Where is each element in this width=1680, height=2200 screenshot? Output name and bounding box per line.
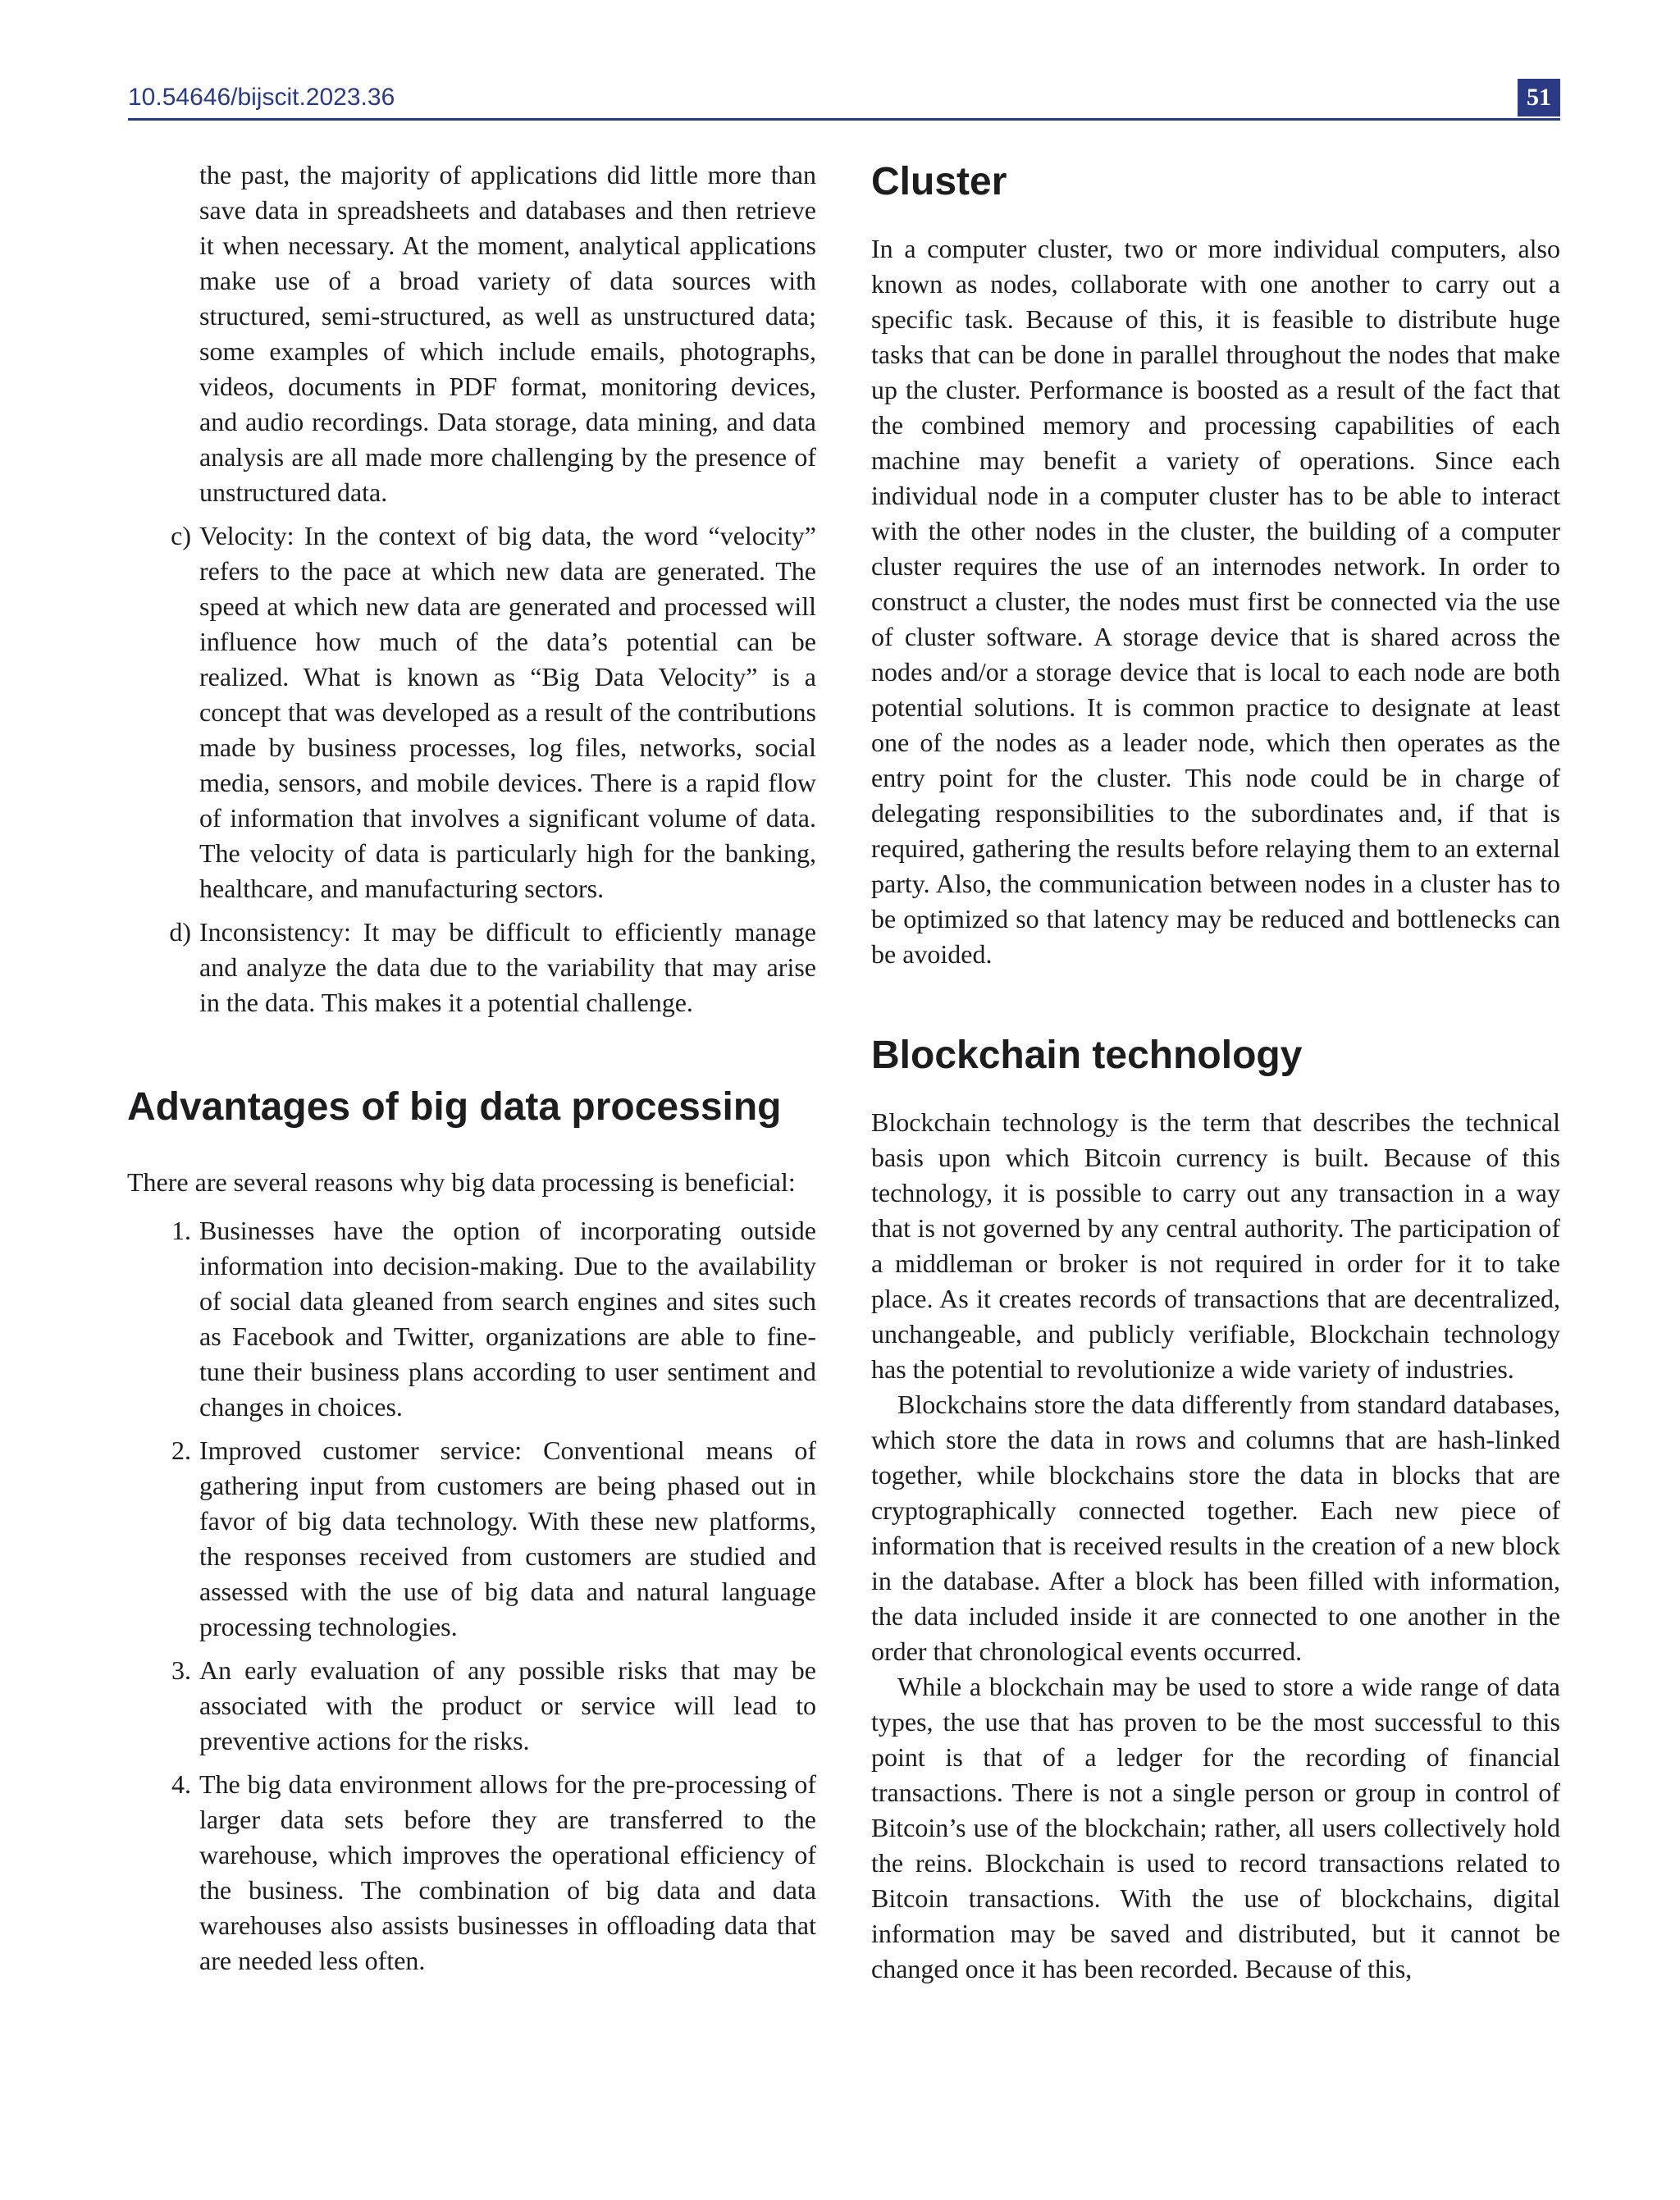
- list-item: [127, 915, 816, 1020]
- left-column: [127, 157, 816, 1979]
- list-item: [127, 1767, 816, 1979]
- cluster-paragraph: In a computer cluster, two or more individual computers, also known as nodes, collaborate with one another to carry out a specific task. Because of this, it is feasible to distribute huge tasks that can be done in parallel throughout the nodes that make up the cluster. Performance is boosted as a result of the fact that the combined memory and processing capabilities of each machine may benefit a variety of operations. Since each individual node in a computer cluster has to be able to interact with the other nodes in the cluster, the building of a computer cluster requires the use of an internodes network. In order to construct a cluster, the nodes must first be connected via the use of cluster software. A storage device that is shared across the nodes and/or a storage device that is local to each node are both potential solutions. It is common practice to designate at least one of the nodes as a leader node, which then operates as the entry point for the cluster. This node could be in charge of delegating responsibilities to the subordinates and, if that is required, gathering the results before relaying them to an external party. Also, the communication between nodes in a cluster has to be optimized so that latency may be reduced and bottlenecks can be avoided.: [871, 234, 1560, 969]
- list-item: [127, 1653, 816, 1759]
- list-marker: 1.: [171, 1216, 191, 1245]
- list-item-text: Businesses have the option of incorporating outside information into decision-making. Due to the availability of social data gleaned from search engines and sites such as Facebook and Twitter, organizations are able to fine-tune their business plans according to user sentiment and changes in choices.: [199, 1216, 816, 1422]
- list-item-text: The big data environment allows for the pre-processing of larger data sets before they are transferred to the warehouse, which improves the operational efficiency of the business. The combination of big data and data warehouses also assists businesses in offloading data that are needed less often.: [199, 1769, 816, 1975]
- section-heading-blockchain: Blockchain technology: [871, 1034, 1303, 1077]
- numbered-list: [127, 1213, 816, 1979]
- list-marker: c): [171, 521, 191, 550]
- blockchain-paragraph-3: While a blockchain may be used to store a wide range of data types, the use that has proven to be the most successful to this point is that of a ledger for the recording of financial transactions. There is not a single person or group in control of Bitcoin’s use of the blockchain; rather, all users collectively hold the reins. Blockchain is used to record transactions related to Bitcoin transactions. With the use of blockchains, digital information may be saved and distributed, but it cannot be changed once it has been recorded. Because of this,: [871, 1672, 1560, 1983]
- list-item: [127, 1433, 816, 1645]
- doi-link[interactable]: 10.54646/bijscit.2023.36: [128, 84, 395, 111]
- blockchain-paragraph-1: Blockchain technology is the term that describes the technical basis upon which Bitcoin currency is built. Because of this technology, it is possible to carry out any transaction in a way that is not governed by any central authority. The participation of a middleman or broker is not required in order for it to take place. As it creates records of transactions that are decentralized, unchangeable, and publicly verifiable, Blockchain technology has the potential to revolutionize a wide variety of industries.: [871, 1107, 1560, 1384]
- continued-paragraph: the past, the majority of applications did little more than save data in spreadsheets and databases and then retrieve it when necessary. At the moment, analytical applications make use of a broad variety of data sources with structured, semi-structured, as well as unstructured data; some examples of which include emails, photographs, videos, documents in PDF format, monitoring devices, and audio recordings. Data storage, data mining, and data analysis are all made more challenging by the presence of unstructured data.: [199, 160, 816, 507]
- section-heading-advantages: Advantages of big data processing: [127, 1085, 782, 1129]
- list-item: [127, 1213, 816, 1425]
- list-marker: 4.: [171, 1769, 191, 1799]
- list-item-text: Inconsistency: It may be difficult to efficiently manage and analyze the data due to the variability that may arise in the data. This makes it a potential challenge.: [199, 917, 816, 1017]
- list-marker: d): [169, 917, 191, 947]
- right-column: [871, 157, 1560, 1987]
- intro-paragraph: There are several reasons why big data processing is beneficial:: [127, 1167, 796, 1197]
- section-heading-cluster: Cluster: [871, 160, 1007, 203]
- blockchain-paragraph-2: Blockchains store the data differently from standard databases, which store the data in rows and columns that are hash-linked together, while blockchains store the data in blocks that are cryptographically connected together. Each new piece of information that is received results in the creation of a new block in the database. After a block has been filled with information, the data included inside it are connected to one another in the order that chronological events occurred.: [871, 1390, 1560, 1666]
- list-item-text: Velocity: In the context of big data, the word “velocity” refers to the pace at which new data are generated. The speed at which new data are generated and processed will influence how much of the data’s potential can be realized. What is known as “Big Data Velocity” is a concept that was developed as a result of the contributions made by business processes, log files, networks, social media, sensors, and mobile devices. There is a rapid flow of information that involves a significant volume of data. The velocity of data is particularly high for the banking, healthcare, and manufacturing sectors.: [199, 521, 816, 903]
- list-marker: 3.: [171, 1655, 191, 1685]
- running-header: [128, 79, 1560, 121]
- lettered-list: [127, 518, 816, 1020]
- list-marker: 2.: [171, 1435, 191, 1465]
- list-item-text: Improved customer service: Conventional means of gathering input from customers are being phased out in favor of big data technology. With these new platforms, the responses received from customers are studied and assessed with the use of big data and natural language processing technologies.: [199, 1435, 816, 1641]
- page-number-badge: 51: [1518, 79, 1560, 116]
- list-item: [127, 518, 816, 906]
- list-item-text: An early evaluation of any possible risks that may be associated with the product or service will lead to preventive actions for the risks.: [199, 1655, 816, 1755]
